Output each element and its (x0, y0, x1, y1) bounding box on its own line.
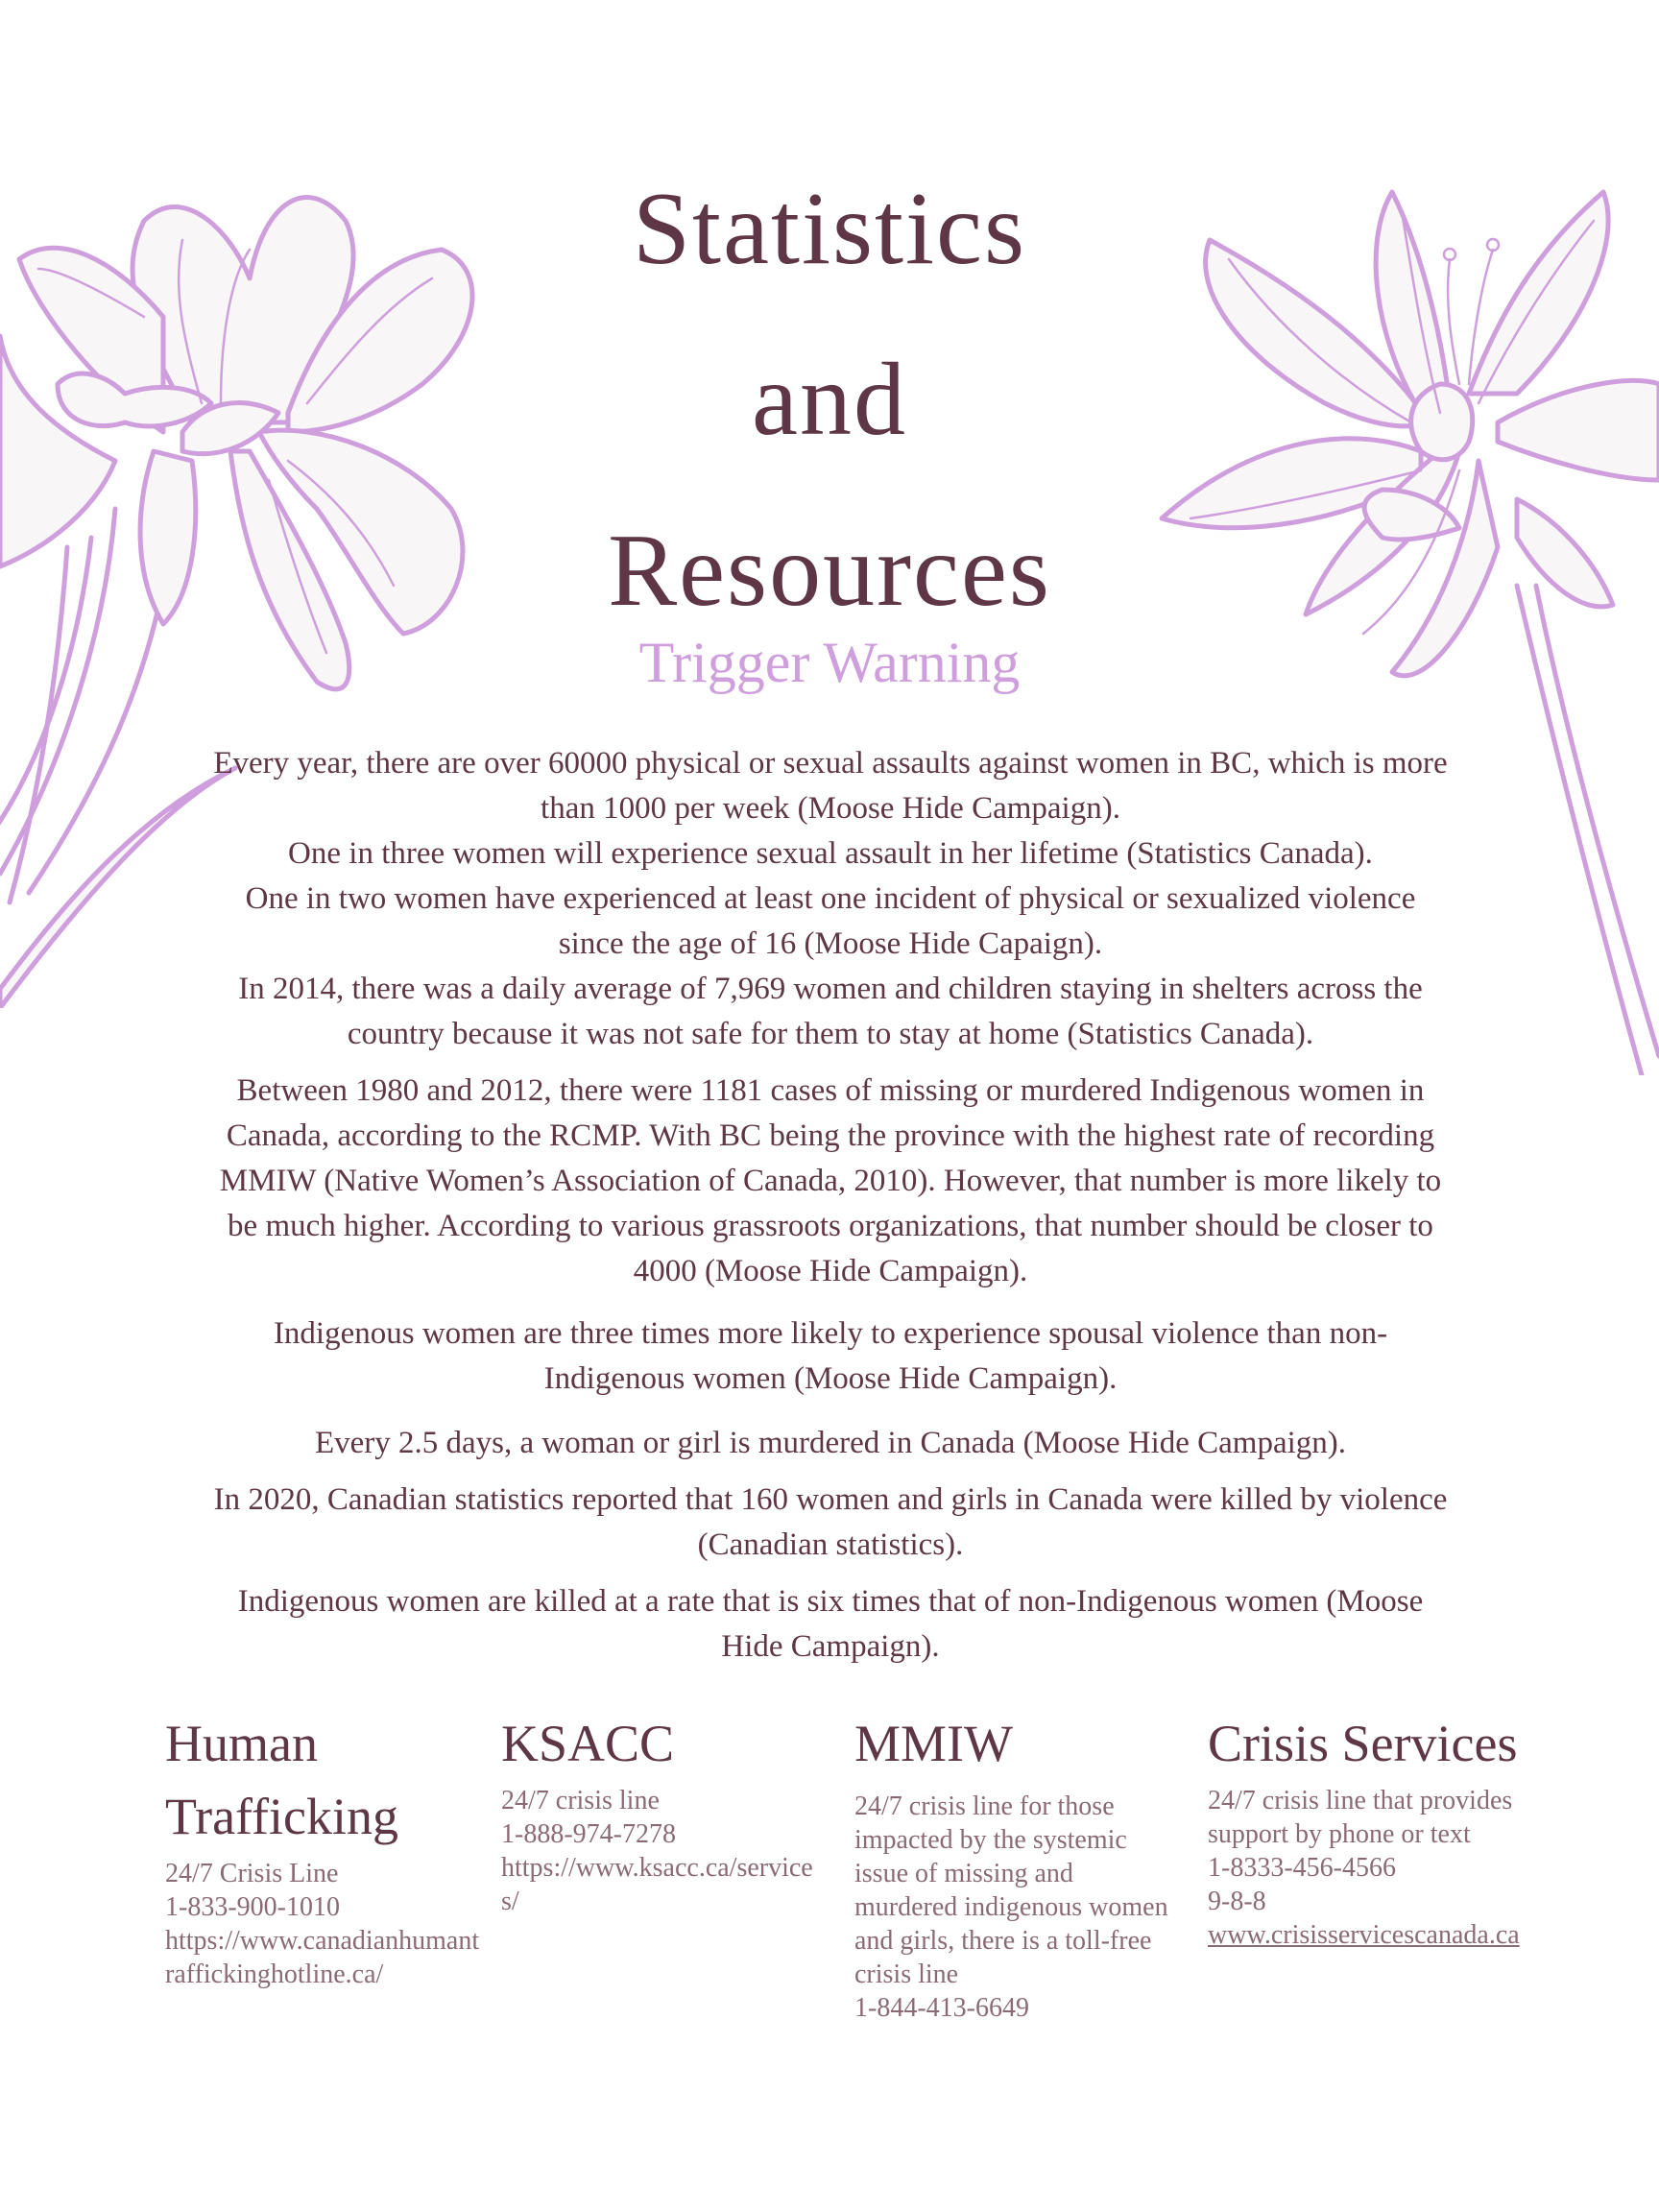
stat-one-in-two: One in two women have experienced at least one incident of physical or sexualized violence since the age of 16 (Moose Hide Capaign). (245, 881, 1416, 961)
stat-every-2-5-days: Every 2.5 days, a woman or girl is murdered in Canada (Moose Hide Campaign). (314, 1426, 1347, 1460)
resource-heading: Crisis Services (1208, 1715, 1518, 1772)
resource-heading: Human Trafficking (165, 1715, 398, 1845)
stat-six-times: Indigenous women are killed at a rate that is six times that of non-Indigenous women (Moose Hide Campaign). (237, 1584, 1424, 1664)
resource-url[interactable]: www.crisisservicescanada.ca (1208, 1920, 1520, 1950)
resource-line: 24/7 Crisis Line (165, 1859, 339, 1888)
stat-spousal-violence: Indigenous women are three times more likely to experience spousal violence than non-Indigenous women (Moose Hide Campaign). (273, 1316, 1388, 1396)
resource-phone[interactable]: 1-888-974-7278 (501, 1819, 676, 1849)
resource-description: 24/7 crisis line that provides support by phone or text (1208, 1786, 1513, 1849)
resource-description: 24/7 crisis line for those impacted by the systemic issue of missing and murdered indigenous women and girls, there is a toll-free crisis line (854, 1791, 1168, 1989)
resource-ksacc (501, 1707, 828, 1918)
stat-2020-killed: In 2020, Canadian statistics reported that 160 women and girls in Canada were killed by violence (Canadian statistics). (213, 1482, 1448, 1562)
resource-mmiw (854, 1707, 1171, 2025)
trigger-warning: Trigger Warning (638, 631, 1021, 694)
title-line-statistics: Statistics (632, 172, 1027, 286)
resource-phone[interactable]: 1-8333-456-4566 (1208, 1853, 1396, 1883)
resource-url[interactable]: https://www.ksacc.ca/services/ (501, 1853, 813, 1916)
statistics-list (211, 741, 1450, 1670)
title-line-resources: Resources (608, 514, 1051, 628)
stat-mmiw-cases: Between 1980 and 2012, there were 1181 cases of missing or murdered Indigenous women in Canada, according to the RCMP. With BC being the province with the highest rate of recording MMIW (Native Women’s Association of Canada, 2010). However, that number is more likely to be much higher. According to various grassroots organizations, that number should be closer to 4000 (Moose Hide Campaign). (219, 1073, 1442, 1288)
title-line-and: and (752, 343, 907, 457)
resource-phone[interactable]: 1-833-900-1010 (165, 1892, 340, 1922)
resource-heading: KSACC (501, 1715, 675, 1772)
resource-line: 24/7 crisis line (501, 1786, 660, 1815)
resource-crisis-services (1208, 1707, 1534, 1952)
page-title (0, 144, 1659, 657)
resource-human-trafficking (165, 1707, 482, 1991)
resource-url[interactable]: https://www.canadianhumantraffickinghotline.ca/ (165, 1926, 480, 1989)
resource-heading: MMIW (854, 1715, 1013, 1772)
stat-assaults-bc: Every year, there are over 60000 physical or sexual assaults against women in BC, which is more than 1000 per week (Moose Hide Campaign). (213, 746, 1448, 826)
resource-short-number[interactable]: 9-8-8 (1208, 1887, 1266, 1916)
stat-shelters-2014: In 2014, there was a daily average of 7,969 women and children staying in shelters across the country because it was not safe for them to stay at home (Statistics Canada). (238, 972, 1423, 1051)
stat-one-in-three: One in three women will experience sexual assault in her lifetime (Statistics Canada). (288, 836, 1373, 871)
resource-phone[interactable]: 1-844-413-6649 (854, 1993, 1029, 2023)
